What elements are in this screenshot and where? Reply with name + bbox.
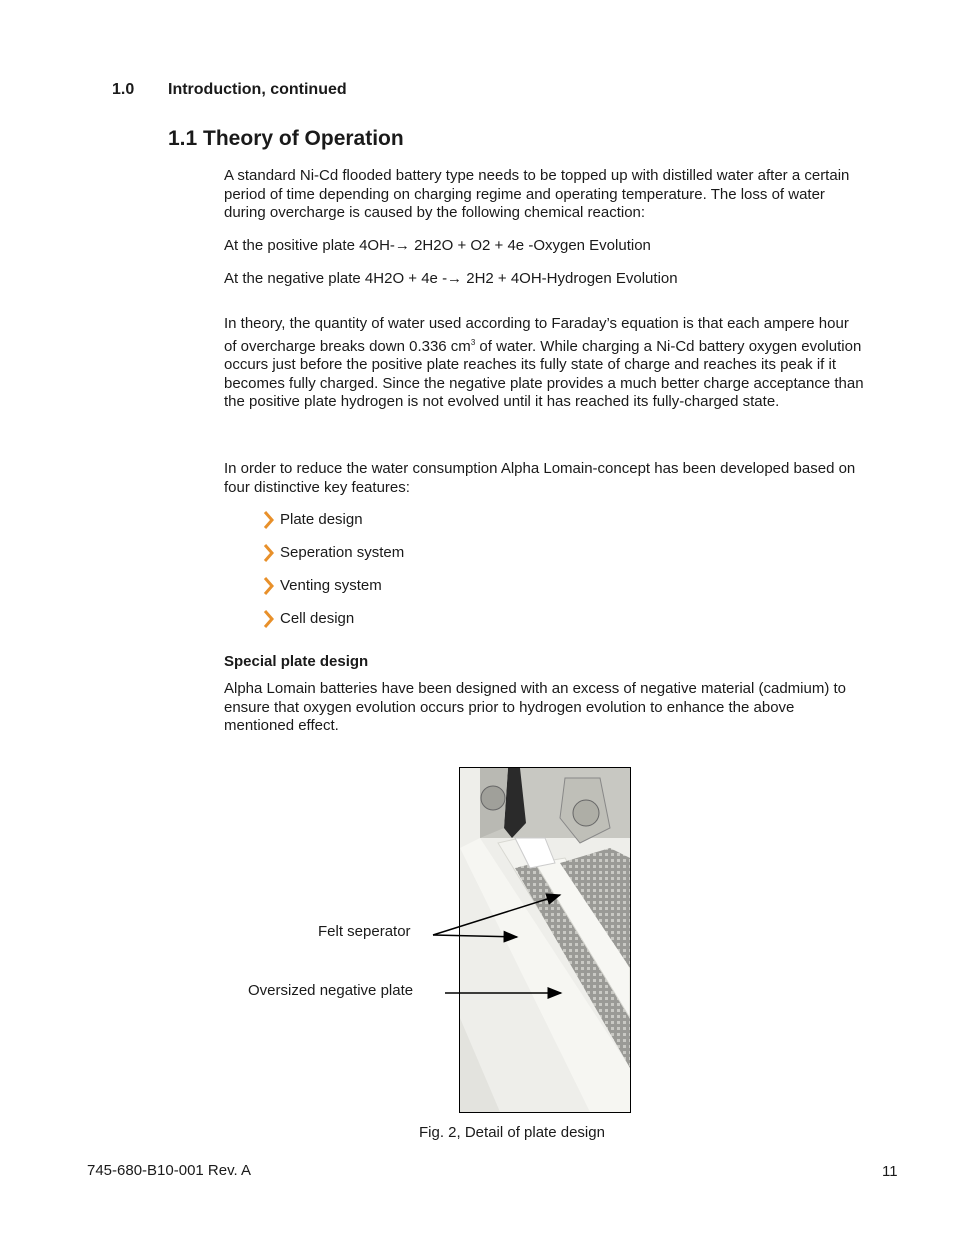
page-number: 11: [882, 1163, 898, 1180]
paragraph-positive-plate: At the positive plate 4OH-→ 2H2O + O2 + 4e -Oxygen Evolution: [224, 237, 651, 254]
document-number: 745-680-B10-001 Rev. A: [87, 1162, 251, 1179]
figure-caption: Fig. 2, Detail of plate design: [419, 1124, 605, 1141]
list-item-label: Plate design: [280, 511, 363, 528]
paragraph-faraday-part2: of water. While charging a Ni-Cd battery oxygen evolution occurs just before the positive plate reaches its fully state of charge and reaches its peak if it becomes fully charged. Since the negative plate provides a much better charge acceptance than the positive plate hydrogen is not evolved until it has reached its fully-charged state.: [224, 337, 864, 411]
paragraph-negative-plate: At the negative plate 4H2O + 4e -→ 2H2 + 4OH-Hydrogen Evolution: [224, 270, 678, 287]
felt-arrow-upper: [433, 895, 560, 935]
subheading-special-plate: Special plate design: [224, 653, 369, 670]
superscript-3: 3: [470, 337, 476, 347]
paragraph-features-intro: In order to reduce the water consumption Alpha Lomain-concept has been developed based on four distinctive key features:: [224, 460, 856, 496]
list-item-label: Seperation system: [280, 544, 405, 561]
section-number: 1.0: [112, 81, 135, 98]
list-item-label: Venting system: [280, 577, 382, 594]
section-title: Introduction, continued: [168, 81, 347, 98]
paragraph-special-plate: Alpha Lomain batteries have been designed with an excess of negative material (cadmium) to ensure that oxygen evolution occurs prior to hydrogen evolution to enhance the above mentioned effect.: [224, 680, 847, 735]
felt-separator-label: Felt seperator: [318, 923, 411, 940]
paragraph-intro: A standard Ni-Cd flooded battery type needs to be topped up with distilled water after a certain period of time depending on charging regime and operating temperature. The loss of water during overcharge is caused by the following chemical reaction:: [224, 167, 850, 222]
paragraph-faraday-part1: In theory, the quantity of water used according to Faraday’s equation is that each ampere hour of overcharge breaks down 0.336 cm: [224, 315, 849, 355]
page-title: 1.1 Theory of Operation: [168, 127, 404, 150]
list-item-label: Cell design: [280, 610, 355, 627]
negative-plate-label: Oversized negative plate: [248, 982, 414, 999]
felt-arrow-lower: [433, 935, 517, 937]
